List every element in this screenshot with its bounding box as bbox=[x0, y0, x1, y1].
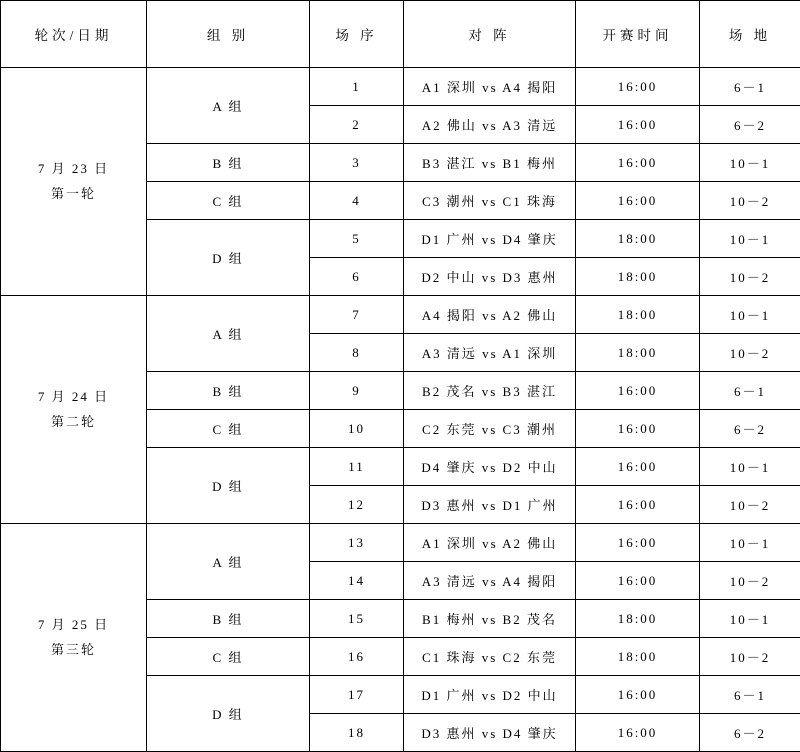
group-label-cell: C 组 bbox=[147, 638, 310, 676]
match-order-cell: 14 bbox=[310, 562, 404, 600]
match-venue-cell: 10－2 bbox=[700, 638, 800, 676]
match-venue-cell: 10－2 bbox=[700, 334, 800, 372]
match-fixture-cell: D2 中山 vs D3 惠州 bbox=[404, 258, 576, 296]
group-label-cell: B 组 bbox=[147, 144, 310, 182]
match-fixture-cell: C3 潮州 vs C1 珠海 bbox=[404, 182, 576, 220]
match-venue-cell: 10－1 bbox=[700, 220, 800, 258]
group-label-cell: D 组 bbox=[147, 448, 310, 524]
match-fixture-cell: A1 深圳 vs A4 揭阳 bbox=[404, 68, 576, 106]
column-header-date: 轮次/日期 bbox=[1, 1, 147, 68]
group-label-cell: C 组 bbox=[147, 410, 310, 448]
match-order-cell: 2 bbox=[310, 106, 404, 144]
match-fixture-cell: D1 广州 vs D2 中山 bbox=[404, 676, 576, 714]
match-time-cell: 16:00 bbox=[576, 410, 700, 448]
match-venue-cell: 10－2 bbox=[700, 182, 800, 220]
column-header-match: 对 阵 bbox=[404, 1, 576, 68]
match-fixture-cell: A2 佛山 vs A3 清远 bbox=[404, 106, 576, 144]
match-time-cell: 16:00 bbox=[576, 372, 700, 410]
match-order-cell: 5 bbox=[310, 220, 404, 258]
match-fixture-cell: D3 惠州 vs D1 广州 bbox=[404, 486, 576, 524]
round-date-cell bbox=[1, 296, 147, 524]
match-time-cell: 16:00 bbox=[576, 524, 700, 562]
match-order-cell: 18 bbox=[310, 714, 404, 752]
match-order-cell: 8 bbox=[310, 334, 404, 372]
match-time-cell: 18:00 bbox=[576, 258, 700, 296]
match-venue-cell: 6－2 bbox=[700, 106, 800, 144]
table-row bbox=[1, 296, 800, 334]
match-time-cell: 18:00 bbox=[576, 638, 700, 676]
match-time-cell: 16:00 bbox=[576, 714, 700, 752]
match-fixture-cell: D1 广州 vs D4 肇庆 bbox=[404, 220, 576, 258]
table-body bbox=[1, 68, 800, 752]
match-time-cell: 16:00 bbox=[576, 144, 700, 182]
match-time-cell: 18:00 bbox=[576, 220, 700, 258]
match-fixture-cell: B1 梅州 vs B2 茂名 bbox=[404, 600, 576, 638]
column-header-group: 组 别 bbox=[147, 1, 310, 68]
match-fixture-cell: C1 珠海 vs C2 东莞 bbox=[404, 638, 576, 676]
table-row bbox=[1, 524, 800, 562]
match-venue-cell: 10－1 bbox=[700, 144, 800, 182]
match-order-cell: 16 bbox=[310, 638, 404, 676]
group-label-cell: B 组 bbox=[147, 372, 310, 410]
match-venue-cell: 6－1 bbox=[700, 676, 800, 714]
column-header-time: 开赛时间 bbox=[576, 1, 700, 68]
match-time-cell: 16:00 bbox=[576, 562, 700, 600]
table-header bbox=[1, 1, 800, 68]
match-venue-cell: 10－2 bbox=[700, 486, 800, 524]
header-row bbox=[1, 1, 800, 68]
match-venue-cell: 10－1 bbox=[700, 600, 800, 638]
group-label-cell: C 组 bbox=[147, 182, 310, 220]
match-time-cell: 16:00 bbox=[576, 68, 700, 106]
round-date-line1: 7 月 24 日 bbox=[4, 385, 143, 410]
match-venue-cell: 6－1 bbox=[700, 372, 800, 410]
round-date-cell bbox=[1, 68, 147, 296]
match-venue-cell: 6－2 bbox=[700, 410, 800, 448]
match-fixture-cell: B3 湛江 vs B1 梅州 bbox=[404, 144, 576, 182]
match-venue-cell: 10－1 bbox=[700, 524, 800, 562]
round-date-line1: 7 月 23 日 bbox=[4, 157, 143, 182]
column-header-order: 场 序 bbox=[310, 1, 404, 68]
match-order-cell: 17 bbox=[310, 676, 404, 714]
match-time-cell: 16:00 bbox=[576, 106, 700, 144]
round-date-line2: 第一轮 bbox=[4, 182, 143, 207]
match-order-cell: 15 bbox=[310, 600, 404, 638]
round-date-line2: 第二轮 bbox=[4, 410, 143, 435]
match-time-cell: 16:00 bbox=[576, 486, 700, 524]
match-fixture-cell: D4 肇庆 vs D2 中山 bbox=[404, 448, 576, 486]
match-venue-cell: 6－2 bbox=[700, 714, 800, 752]
match-fixture-cell: B2 茂名 vs B3 湛江 bbox=[404, 372, 576, 410]
match-order-cell: 13 bbox=[310, 524, 404, 562]
group-label-cell: B 组 bbox=[147, 600, 310, 638]
match-order-cell: 1 bbox=[310, 68, 404, 106]
round-date-line2: 第三轮 bbox=[4, 638, 143, 663]
group-label-cell: A 组 bbox=[147, 296, 310, 372]
match-fixture-cell: A4 揭阳 vs A2 佛山 bbox=[404, 296, 576, 334]
match-fixture-cell: D3 惠州 vs D4 肇庆 bbox=[404, 714, 576, 752]
match-order-cell: 7 bbox=[310, 296, 404, 334]
match-order-cell: 12 bbox=[310, 486, 404, 524]
group-label-cell: D 组 bbox=[147, 676, 310, 752]
match-order-cell: 10 bbox=[310, 410, 404, 448]
match-time-cell: 18:00 bbox=[576, 600, 700, 638]
match-venue-cell: 10－2 bbox=[700, 562, 800, 600]
round-date-cell bbox=[1, 524, 147, 752]
match-time-cell: 18:00 bbox=[576, 334, 700, 372]
group-label-cell: A 组 bbox=[147, 68, 310, 144]
match-venue-cell: 6－1 bbox=[700, 68, 800, 106]
match-fixture-cell: A3 清远 vs A1 深圳 bbox=[404, 334, 576, 372]
match-time-cell: 16:00 bbox=[576, 182, 700, 220]
match-order-cell: 9 bbox=[310, 372, 404, 410]
group-label-cell: A 组 bbox=[147, 524, 310, 600]
match-time-cell: 16:00 bbox=[576, 676, 700, 714]
match-order-cell: 3 bbox=[310, 144, 404, 182]
match-venue-cell: 10－1 bbox=[700, 448, 800, 486]
match-order-cell: 11 bbox=[310, 448, 404, 486]
match-time-cell: 16:00 bbox=[576, 448, 700, 486]
round-date-line1: 7 月 25 日 bbox=[4, 613, 143, 638]
table-row bbox=[1, 68, 800, 106]
match-venue-cell: 10－2 bbox=[700, 258, 800, 296]
match-fixture-cell: C2 东莞 vs C3 潮州 bbox=[404, 410, 576, 448]
match-order-cell: 6 bbox=[310, 258, 404, 296]
match-fixture-cell: A1 深圳 vs A2 佛山 bbox=[404, 524, 576, 562]
match-time-cell: 18:00 bbox=[576, 296, 700, 334]
match-order-cell: 4 bbox=[310, 182, 404, 220]
column-header-venue: 场 地 bbox=[700, 1, 800, 68]
group-label-cell: D 组 bbox=[147, 220, 310, 296]
match-fixture-cell: A3 清远 vs A4 揭阳 bbox=[404, 562, 576, 600]
match-venue-cell: 10－1 bbox=[700, 296, 800, 334]
